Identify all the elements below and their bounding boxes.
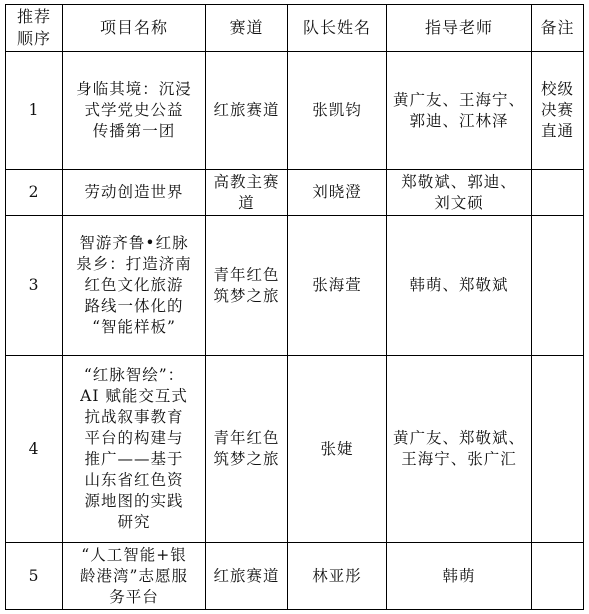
cell-rank: 5 (6, 543, 63, 610)
table-row (6, 170, 584, 216)
cell-project-name: “红脉智绘”： AI 赋能交互式 抗战叙事教育 平台的构建与 推广——基于 山东省红色资 源地图的实践 研究 (63, 356, 206, 543)
cell-leader: 张婕 (288, 356, 387, 543)
cell-leader: 刘晓澄 (288, 170, 387, 216)
cell-advisors: 郑敬斌、郭迪、 刘文硕 (387, 170, 532, 216)
table-row (6, 543, 584, 610)
header-leader: 队长姓名 (288, 5, 387, 52)
cell-advisors: 黄广友、王海宁、 郭迪、江林泽 (387, 52, 532, 170)
cell-advisors: 黄广友、郑敬斌、 王海宁、张广汇 (387, 356, 532, 543)
header-note: 备注 (532, 5, 584, 52)
cell-advisors: 韩萌、郑敬斌 (387, 216, 532, 356)
cell-advisors: 韩萌 (387, 543, 532, 610)
cell-rank: 4 (6, 356, 63, 543)
cell-project-name: 智游齐鲁•红脉 泉乡：打造济南 红色文化旅游 路线一体化的 “智能样板” (63, 216, 206, 356)
recommendation-table (5, 4, 584, 610)
header-rank: 推荐 顺序 (6, 5, 63, 52)
cell-track: 红旅赛道 (206, 52, 288, 170)
header-project-name: 项目名称 (63, 5, 206, 52)
table-row (6, 52, 584, 170)
cell-leader: 林亚彤 (288, 543, 387, 610)
cell-rank: 1 (6, 52, 63, 170)
table-header-row (6, 5, 584, 52)
cell-rank: 2 (6, 170, 63, 216)
cell-note (532, 170, 584, 216)
cell-note (532, 216, 584, 356)
cell-track: 青年红色 筑梦之旅 (206, 356, 288, 543)
table-row (6, 216, 584, 356)
cell-project-name: 身临其境：沉浸 式学党史公益 传播第一团 (63, 52, 206, 170)
cell-note (532, 543, 584, 610)
table-row (6, 356, 584, 543)
cell-track: 红旅赛道 (206, 543, 288, 610)
cell-project-name: 劳动创造世界 (63, 170, 206, 216)
cell-note (532, 356, 584, 543)
cell-leader: 张海萱 (288, 216, 387, 356)
cell-leader: 张凯钧 (288, 52, 387, 170)
cell-project-name: “人工智能+银 龄港湾”志愿服 务平台 (63, 543, 206, 610)
cell-track: 青年红色 筑梦之旅 (206, 216, 288, 356)
cell-track: 高教主赛 道 (206, 170, 288, 216)
cell-rank: 3 (6, 216, 63, 356)
header-track: 赛道 (206, 5, 288, 52)
header-advisors: 指导老师 (387, 5, 532, 52)
cell-note: 校级 决赛 直通 (532, 52, 584, 170)
